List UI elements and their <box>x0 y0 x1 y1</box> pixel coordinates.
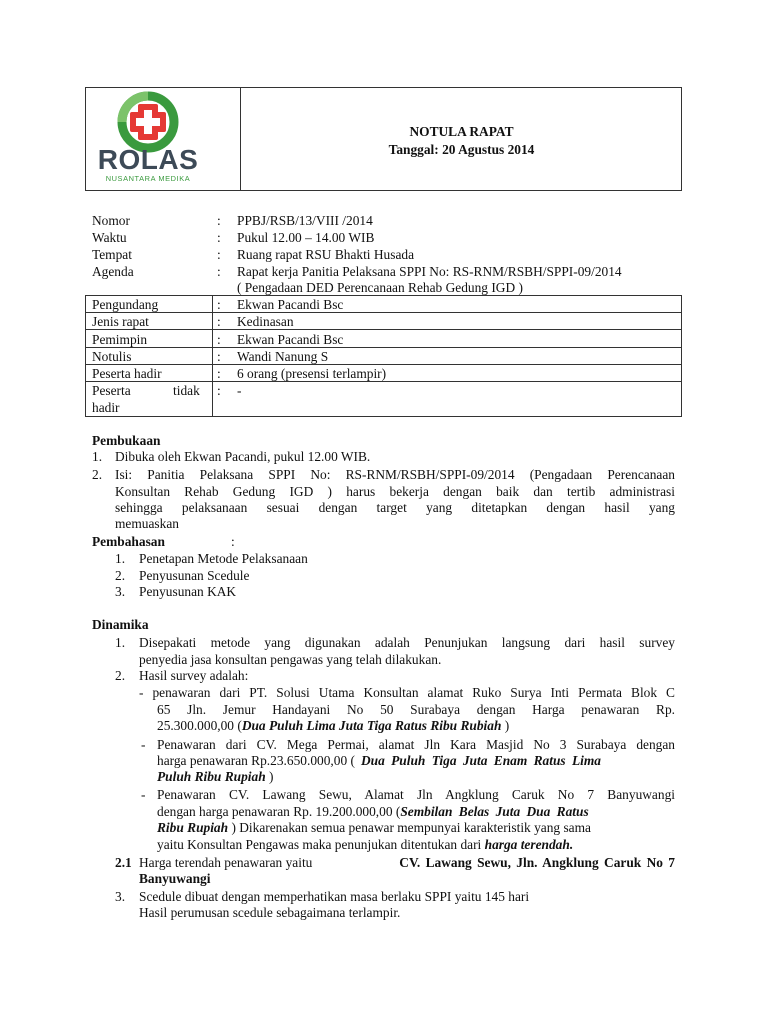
pembukaan-item: Isi: Panitia Pelaksana SPPI No: RS-RNM/RSBH/SPPI-09/2014 (Pengadaan Perencanaan <box>115 467 675 482</box>
rolas-logo <box>92 90 204 186</box>
nomor-row <box>92 212 682 229</box>
list-number: 2. <box>92 467 103 482</box>
agenda-label: Agenda <box>92 264 134 279</box>
offer-amount-words: Dua Puluh Tiga Juta Enam Ratus Lima <box>360 753 601 768</box>
waktu-label: Waktu <box>92 230 127 245</box>
dinamika-heading: Dinamika <box>92 617 149 632</box>
offer-amount-words: Dua Puluh Lima Juta Tiga Ratus Ribu Rubiah <box>241 718 502 733</box>
tempat-value: Ruang rapat RSU Bhakti Husada <box>237 247 415 262</box>
list-number: 1. <box>92 449 103 464</box>
table-row <box>92 296 682 313</box>
colon: : <box>217 297 221 312</box>
offer-item <box>157 769 273 785</box>
logo-text: ROLAS <box>97 144 199 175</box>
tempat-row <box>92 246 682 263</box>
colon: : <box>217 247 221 262</box>
offer-text: ) <box>501 718 510 733</box>
offer-item <box>157 718 509 734</box>
pembahasan-heading: Pembahasan <box>92 534 165 549</box>
table-cell-label: Peserta hadir <box>92 366 162 381</box>
table-row <box>92 313 682 330</box>
offer-amount-words: Puluh Ribu Rupiah <box>157 769 266 784</box>
pembahasan-item: Penetapan Metode Pelaksanaan <box>139 551 308 566</box>
offer-item <box>157 837 573 853</box>
offer-item: Penawaran dari CV. Mega Permai, alamat Jln Kara Masjid No 3 Surabaya dengan <box>157 737 675 752</box>
lowest-offer-city: Banyuwangi <box>139 871 211 886</box>
colon: : <box>217 383 221 398</box>
dinamika-item: Hasil perumusan scedule sebagaimana terlampir. <box>139 905 401 920</box>
pembukaan-item: sehingga pelaksanaan sesuai dengan target yang ditetapkan dengan hasil yang <box>115 500 675 515</box>
pembukaan-item: memuaskan <box>115 516 179 531</box>
offer-item <box>157 820 591 836</box>
colon: : <box>217 332 221 347</box>
list-number: 3. <box>115 889 126 904</box>
dinamika-item: Disepakati metode yang digunakan adalah Penunjukan langsung dari hasil survey <box>139 635 675 650</box>
pembahasan-item: Penyusunan KAK <box>139 584 237 599</box>
agenda-row-2 <box>92 279 682 296</box>
table-cell-label: Pemimpin <box>92 332 148 347</box>
table-row <box>92 348 682 365</box>
offer-amount-words: Sembilan Belas Juta Dua Ratus <box>400 804 589 819</box>
list-dash: - <box>141 787 146 802</box>
list-dash: - <box>141 737 146 752</box>
waktu-row <box>92 229 682 246</box>
lowest-offer-text: Harga terendah penawaran yaitu <box>139 855 313 870</box>
dinamika-item: Hasil survey adalah: <box>139 668 249 683</box>
list-number: 1. <box>115 551 126 566</box>
logo-subtext: NUSANTARA MEDIKA <box>105 174 191 183</box>
list-number: 2. <box>115 668 126 683</box>
table-cell-value: Ekwan Pacandi Bsc <box>237 297 344 312</box>
offer-text: ) <box>265 769 274 784</box>
table-cell-label: Pengundang <box>92 297 159 312</box>
colon: : <box>231 534 235 549</box>
table-row <box>92 365 682 382</box>
pembukaan-item: Konsultan Rehab Gedung IGD ) harus bekerja dengan baik dan tertib administrasi <box>115 484 675 499</box>
agenda-value: Rapat kerja Panitia Pelaksana SPPI No: RS-RNM/RSBH/SPPI-09/2014 <box>237 264 622 279</box>
nomor-label: Nomor <box>92 213 130 228</box>
table-cell-label: tidak <box>173 383 200 398</box>
agenda-row <box>92 263 682 280</box>
list-number: 1. <box>115 635 126 650</box>
offer-text: ) Dikarenakan semua penawar mempunyai karakteristik yang sama <box>228 820 591 835</box>
offer-text: yaitu Konsultan Pengawas maka penunjukan ditentukan dari <box>157 837 485 852</box>
nomor-value: PPBJ/RSB/13/VIII /2014 <box>237 213 373 228</box>
colon: : <box>217 314 221 329</box>
colon: : <box>217 366 221 381</box>
offer-item <box>157 804 589 820</box>
dinamika-item: penyedia jasa konsultan pengawas yang telah dilakukan. <box>139 652 442 667</box>
table-row <box>92 399 682 416</box>
table-cell-label: Peserta <box>92 383 131 398</box>
table-cell-value: Ekwan Pacandi Bsc <box>237 332 344 347</box>
offer-amount-words: Ribu Rupiah <box>157 820 229 835</box>
table-cell-label: hadir <box>92 400 120 415</box>
list-number: 2.1 <box>115 855 132 870</box>
lowest-price-note: harga terendah. <box>484 837 574 852</box>
table-cell-label: Jenis rapat <box>92 314 149 329</box>
offer-item: 65 Jln. Jemur Handayani No 50 Surabaya dengan Harga penawaran Rp. <box>157 702 675 717</box>
offer-amount: dengan harga penawaran Rp. 19.200.000,00 ( <box>157 804 401 819</box>
offer-amount: 25.300.000,00 ( <box>157 718 242 733</box>
offer-item <box>157 753 601 769</box>
lowest-offer-company: CV. Lawang Sewu, Jln. Angklung Caruk No 7 <box>399 855 675 870</box>
table-cell-value: Kedinasan <box>237 314 294 329</box>
page-title: NOTULA RAPAT <box>409 124 514 139</box>
list-number: 3. <box>115 584 126 599</box>
table-cell-value: 6 orang (presensi terlampir) <box>237 366 387 381</box>
tempat-label: Tempat <box>92 247 132 262</box>
colon: : <box>217 349 221 364</box>
offer-item: - penawaran dari PT. Solusi Utama Konsultan alamat Ruko Surya Inti Permata Blok C <box>139 685 675 700</box>
colon: : <box>217 230 221 245</box>
offer-amount: harga penawaran Rp.23.650.000,00 ( <box>157 753 355 768</box>
colon: : <box>217 213 221 228</box>
waktu-value: Pukul 12.00 – 14.00 WIB <box>237 230 375 245</box>
pembahasan-item: Penyusunan Scedule <box>139 568 250 583</box>
agenda-value-2: ( Pengadaan DED Perencanaan Rehab Gedung IGD ) <box>237 280 523 295</box>
table-row <box>92 331 682 348</box>
colon: : <box>217 264 221 279</box>
title-block <box>241 123 682 159</box>
dinamika-item: Scedule dibuat dengan memperhatikan masa berlaku SPPI yaitu 145 hari <box>139 889 530 904</box>
table-row <box>92 382 682 399</box>
pembukaan-heading: Pembukaan <box>92 433 161 448</box>
meeting-date: Tanggal: 20 Agustus 2014 <box>388 142 535 157</box>
table-cell-label: Notulis <box>92 349 132 364</box>
pembukaan-item: Dibuka oleh Ekwan Pacandi, pukul 12.00 WIB. <box>115 449 371 464</box>
offer-item: Penawaran CV. Lawang Sewu, Alamat Jln Angklung Caruk No 7 Banyuwangi <box>157 787 675 802</box>
dinamika-item <box>139 855 675 871</box>
table-cell-value: - <box>237 383 242 398</box>
table-cell-value: Wandi Nanung S <box>237 349 329 364</box>
list-number: 2. <box>115 568 126 583</box>
